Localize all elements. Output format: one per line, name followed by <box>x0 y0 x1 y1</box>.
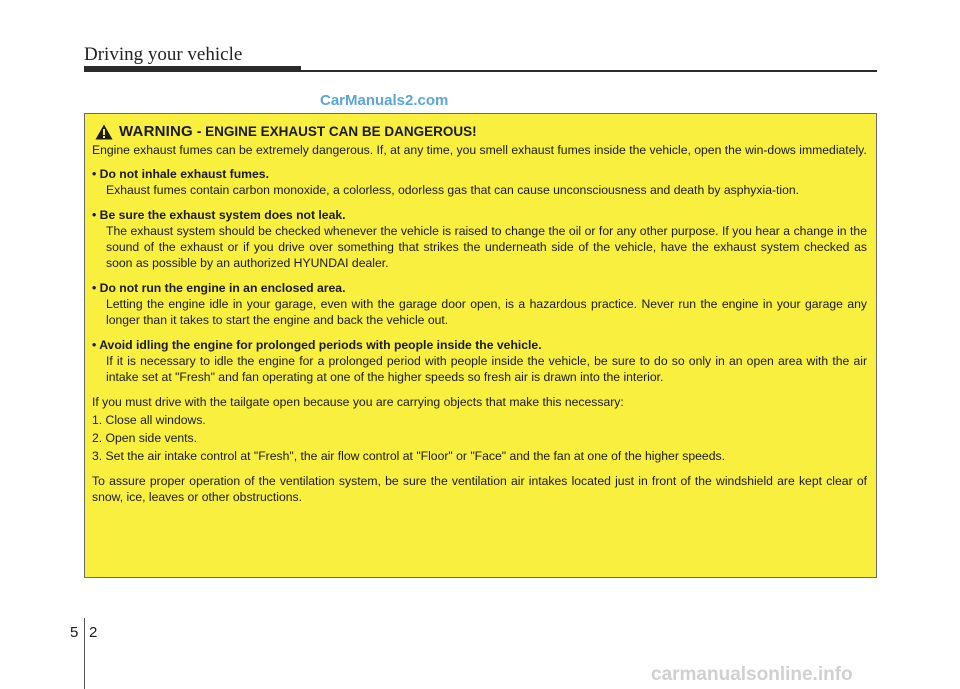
warning-word: WARNING <box>119 123 193 140</box>
tailgate-steps <box>92 412 867 464</box>
page-number: 2 <box>89 624 98 641</box>
step-item: 3. Set the air intake control at "Fresh", the air flow control at "Floor" or "Face" and the fan at one of the higher speeds. <box>92 449 725 463</box>
warning-heading <box>95 124 867 140</box>
header-rule-thick <box>84 66 301 72</box>
page-number-divider <box>84 618 85 689</box>
bullet-heading: • Do not run the engine in an enclosed area. <box>92 281 346 295</box>
bullet-body: Exhaust fumes contain carbon monoxide, a colorless, odorless gas that can cause unconsciousness and death by asphyxia-tion. <box>106 183 800 197</box>
section-title: Driving your vehicle <box>84 44 243 65</box>
bullet-heading: • Avoid idling the engine for prolonged periods with people inside the vehicle. <box>92 338 542 352</box>
warning-intro: Engine exhaust fumes can be extremely dangerous. If, at any time, you smell exhaust fumes inside the vehicle, open the win-dows immediately. <box>92 143 867 157</box>
warning-triangle-icon <box>95 124 113 140</box>
watermark-top: CarManuals2.com <box>320 92 449 109</box>
step-item: 1. Close all windows. <box>92 413 206 427</box>
bullet-heading: • Be sure the exhaust system does not leak. <box>92 208 346 222</box>
bullet-item <box>92 166 867 198</box>
header-rule-thin <box>301 70 877 72</box>
step-item: 2. Open side vents. <box>92 431 198 445</box>
bullet-item <box>92 207 867 271</box>
bullet-body: If it is necessary to idle the engine for a prolonged period with people inside the vehicle, be sure to do so only in an open area with the air intake set at "Fresh" and fan operating at one of the higher speeds so fresh air is drawn into the interior. <box>106 354 867 384</box>
tailgate-intro: If you must drive with the tailgate open because you are carrying objects that make this necessary: <box>92 395 624 409</box>
bullet-body: The exhaust system should be checked whenever the vehicle is raised to change the oil or for any other purpose. If you hear a change in the sound of the exhaust or if you drive over something that strikes the underneath side of the vehicle, have the exhaust system checked as soon as possible by an authorized HYUNDAI dealer. <box>106 224 867 270</box>
watermark-bottom: carmanualsonline.info <box>651 664 853 685</box>
closing-paragraph: To assure proper operation of the ventilation system, be sure the ventilation air intakes located just in front of the windshield are kept clear of snow, ice, leaves or other obstructions. <box>92 474 867 504</box>
bullet-item <box>92 337 867 385</box>
bullet-item <box>92 280 867 328</box>
warning-subtitle: - ENGINE EXHAUST CAN BE DANGEROUS! <box>196 124 477 139</box>
bullet-body: Letting the engine idle in your garage, even with the garage door open, is a hazardous practice. Never run the engine in your garage any longer than it takes to start the engine and back the vehicle out. <box>106 297 867 327</box>
bullet-heading: • Do not inhale exhaust fumes. <box>92 167 269 181</box>
section-number: 5 <box>70 624 79 641</box>
warning-box <box>84 113 877 578</box>
